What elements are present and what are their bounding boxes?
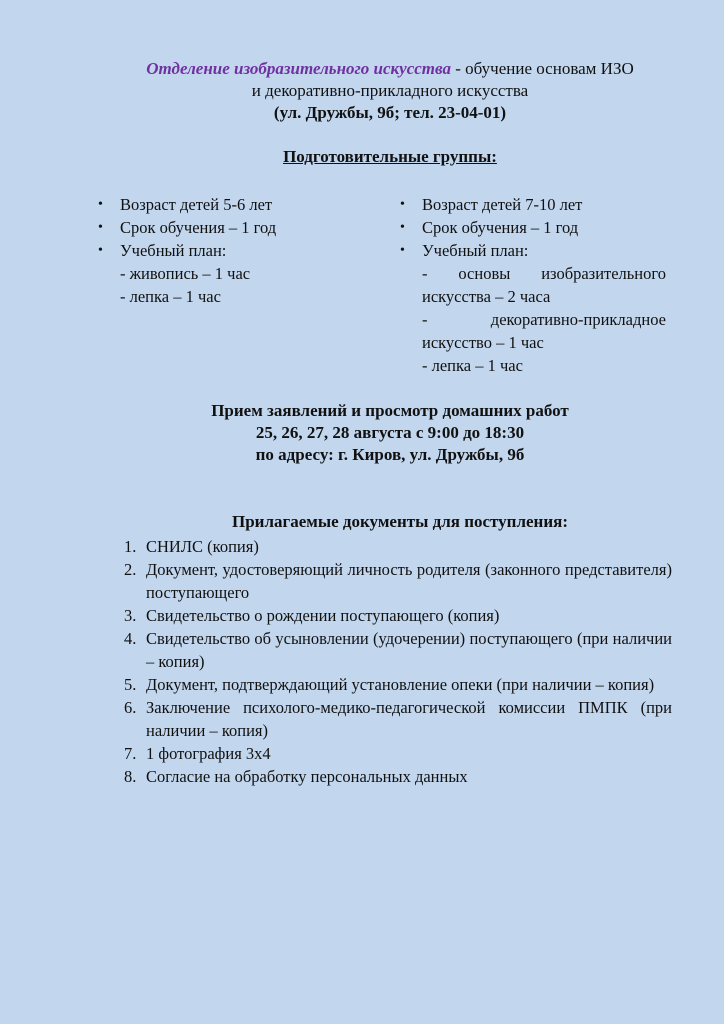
document-item (124, 558, 672, 604)
document-item (124, 742, 672, 765)
list-item (96, 193, 366, 216)
item-text: Учебный план: (422, 241, 529, 260)
item-text: Документ, подтверждающий установление опеки (при наличии – копия) (146, 675, 655, 694)
item-number: 8. (124, 767, 137, 786)
item-number: 1. (124, 537, 137, 556)
group-left (96, 193, 366, 308)
item-number: 4. (124, 629, 137, 648)
item-number: 5. (124, 675, 137, 694)
item-text: Срок обучения – 1 год (120, 218, 277, 237)
bullet-icon: • (98, 220, 103, 235)
item-text: Заключение психолого-медико-педагогической комиссии ПМПК (при наличии – копия) (146, 698, 672, 740)
item-text: Документ, удостоверяющий личность родителя (законного представителя) поступающего (146, 560, 672, 602)
intake-line-1: Прием заявлений и просмотр домашних работ (211, 401, 569, 420)
groups-heading: Подготовительные группы: (283, 147, 497, 166)
intake-address: по адресу: г. Киров, ул. Дружбы, 9б (255, 445, 525, 464)
item-number: 2. (124, 560, 137, 579)
item-number: 6. (124, 698, 137, 717)
item-text: Учебный план: (120, 241, 227, 260)
header-line-1 (90, 58, 690, 80)
plan-item: - лепка – 1 час (422, 356, 523, 375)
plan-item: - живопись – 1 час (120, 264, 251, 283)
item-number: 7. (124, 744, 137, 763)
header-address: (ул. Дружбы, 9б; тел. 23-04-01) (273, 103, 507, 122)
document-item (124, 627, 672, 673)
bullet-icon: • (400, 243, 405, 258)
header-line-2: и декоративно-прикладного искусства (251, 81, 529, 100)
document-item (124, 673, 672, 696)
group-right (398, 193, 666, 377)
list-item (398, 239, 666, 262)
bullet-icon: • (400, 220, 405, 235)
plan-item: - основы изобразительного искусства – 2 часа (422, 264, 666, 306)
item-text: Согласие на обработку персональных данных (146, 767, 468, 786)
item-text: 1 фотография 3х4 (146, 744, 271, 763)
list-item (96, 216, 366, 239)
bullet-icon: • (400, 197, 405, 212)
document-item (124, 696, 672, 742)
item-text: СНИЛС (копия) (146, 537, 259, 556)
document-item (124, 604, 672, 627)
item-text: Свидетельство об усыновлении (удочерении) поступающего (при наличии – копия) (146, 629, 672, 671)
list-item (398, 193, 666, 216)
department-title: Отделение изобразительного искусства (146, 59, 451, 78)
list-item (96, 239, 366, 262)
item-text: Свидетельство о рождении поступающего (копия) (146, 606, 500, 625)
list-item (398, 216, 666, 239)
department-subtitle: - обучение основам ИЗО (451, 59, 634, 78)
document-item (124, 535, 672, 558)
documents-list (124, 535, 672, 788)
intake-dates: 25, 26, 27, 28 августа с 9:00 до 18:30 (255, 423, 525, 442)
item-number: 3. (124, 606, 137, 625)
bullet-icon: • (98, 197, 103, 212)
bullet-icon: • (98, 243, 103, 258)
plan-item: - декоративно-прикладное искусство – 1 час (422, 310, 666, 352)
documents-heading: Прилагаемые документы для поступления: (231, 512, 569, 531)
intake-info (90, 400, 690, 466)
header (90, 58, 690, 124)
item-text: Возраст детей 5-6 лет (120, 195, 273, 214)
plan-item: - лепка – 1 час (120, 287, 221, 306)
item-text: Возраст детей 7-10 лет (422, 195, 583, 214)
document-item (124, 765, 672, 788)
item-text: Срок обучения – 1 год (422, 218, 579, 237)
